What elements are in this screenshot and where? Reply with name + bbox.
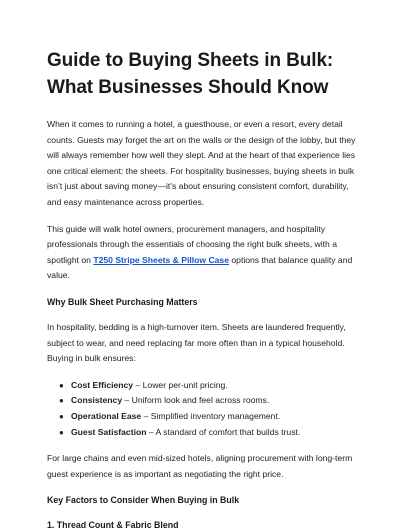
list-item — [59, 393, 360, 409]
section-heading-key-factors: Key Factors to Consider When Buying in Bulk — [47, 495, 240, 506]
bullet-icon: ● — [59, 396, 64, 406]
list-item-desc: – Lower per-unit pricing. — [133, 379, 228, 390]
list-item-desc: – A standard of comfort that builds trust. — [146, 426, 301, 437]
list-item — [59, 378, 360, 394]
document-title: Guide to Buying Sheets in Bulk: What Businesses Should Know — [47, 50, 334, 98]
list-item-term: Guest Satisfaction — [71, 426, 147, 437]
list-item — [59, 409, 360, 425]
bullet-icon: ● — [59, 411, 64, 421]
guide-text-before: This guide will walk hotel owners, procurement managers, and hospitality professionals through the essentials of choosing the right bulk sheets, with a spotlight on — [47, 223, 337, 265]
bullet-icon: ● — [59, 380, 64, 390]
product-link[interactable]: T250 Stripe Sheets & Pillow Case — [93, 254, 229, 265]
guide-text-after: options that balance quality and value. — [47, 254, 353, 281]
list-item — [59, 425, 360, 441]
subsection-heading-thread-count: 1. Thread Count & Fabric Blend — [47, 520, 179, 531]
intro-paragraph: When it comes to running a hotel, a guesthouse, or even a resort, every detail counts. Guests may forget the art on the walls or the design of the lobby, but they will always remember how well they slept. And at the heart of that experience lies one critical element: the sheets. For hospitality businesses, buying sheets in bulk isn’t just about saving money—it’s about ensuring consistent comfort, durability, and easy maintenance across properties. — [47, 119, 356, 207]
list-item-term: Operational Ease — [71, 410, 142, 421]
bullet-icon: ● — [59, 427, 64, 437]
list-item-term: Consistency — [71, 395, 123, 406]
list-item-term: Cost Efficiency — [71, 379, 134, 390]
benefits-list — [47, 378, 360, 440]
section-heading-why-bulk: Why Bulk Sheet Purchasing Matters — [47, 296, 198, 307]
list-item-desc: – Simplified inventory management. — [141, 410, 281, 421]
guide-paragraph — [47, 222, 360, 284]
list-item-desc: – Uniform look and feel across rooms. — [122, 395, 270, 406]
section-paragraph-why-bulk: In hospitality, bedding is a high-turnover item. Sheets are laundered frequently, subject to wear, and need replacing far more often than in a typical household. Buying in bulk ensures: — [47, 321, 346, 364]
section-closing-paragraph: For large chains and even mid-sized hotels, aligning procurement with long-term guest experience is as important as negotiating the right price. — [47, 453, 353, 479]
